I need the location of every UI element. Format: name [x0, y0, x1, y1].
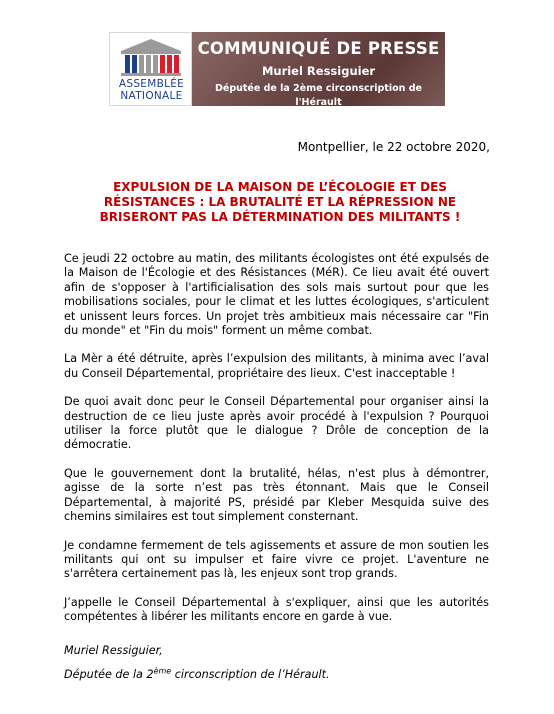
signature-block	[64, 644, 330, 692]
signature-role-prefix: Députée de la 2	[64, 668, 154, 681]
logo-line-1: ASSEMBLÉE	[118, 78, 185, 90]
paragraph-5: Je condamne fermement de tels agissements et assure de mon soutien les militants qui ont su impulser et faire vivre ce projet. L'aventure ne s'arrêtera certainement pas là, les enjeux sont trop grands.	[64, 538, 489, 581]
document-title: EXPULSION DE LA MAISON DE L’ÉCOLOGIE ET DES RÉSISTANCES : LA BRUTALITÉ ET LA RÉPRESSION NE BRISERONT PAS LA DÉTERMINATION DES MILITANTS !	[99, 180, 461, 224]
paragraph-6: J’appelle le Conseil Départemental à s'expliquer, ainsi que les autorités compétentes à libérer les militants encore en garde à vue.	[64, 595, 489, 624]
logo-line-2: NATIONALE	[120, 90, 183, 102]
signature-name: Muriel Ressiguier,	[64, 644, 163, 657]
author-name: Muriel Ressiguier	[261, 64, 376, 78]
paragraph-2: La Mèr a été détruite, après l’expulsion des militants, à minima avec l’aval du Conseil Départemental, propriétaire des lieux. C'est inacceptable !	[64, 352, 489, 380]
signature-role	[64, 668, 330, 682]
signature-role-sup: ème	[153, 666, 172, 676]
author-role: Députée de la 2ème circonscription de l'Hérault	[214, 83, 422, 108]
parliament-building-icon	[117, 37, 185, 77]
assemblee-nationale-logo	[109, 32, 192, 106]
press-release-banner	[109, 32, 445, 106]
press-header-block	[192, 32, 445, 106]
paragraph-4: Que le gouvernement dont la brutalité, hélas, n'est plus à démontrer, agisse de la sorte n’est pas très étonnant. Mais que le Conseil Départemental, à majorité PS, présidé par Kleber Mesquida suive des chemins similaires est tout simplement consternant.	[64, 466, 489, 524]
paragraph-3: De quoi avait donc peur le Conseil Départemental pour organiser ainsi la destruction de ce lieu juste après avoir procédé à l'expulsion ? Pourquoi utiliser la force plutôt que le dialogue ? Drôle de conception de la démocratie.	[64, 395, 489, 452]
date-line: Montpellier, le 22 octobre 2020,	[297, 140, 490, 154]
signature-role-suffix: circonscription de l’Hérault.	[171, 668, 330, 681]
press-title: COMMUNIQUÉ DE PRESSE	[197, 39, 440, 58]
document-body	[64, 252, 489, 639]
paragraph-1: Ce jeudi 22 octobre au matin, des militants écologistes ont été expulsés de la Maison de l'Écologie et des Résistances (MéR). Ce lieu avait été ouvert afin de s'opposer à l'artificialisation des sols mais surtout pour que les mobilisations sociales, pour le climat et les luttes écologiques, s'articulent et unissent leurs forces. Un projet très ambitieux mais nécessaire car "Fin du monde" et "Fin du mois" forment un même combat.	[64, 252, 489, 338]
